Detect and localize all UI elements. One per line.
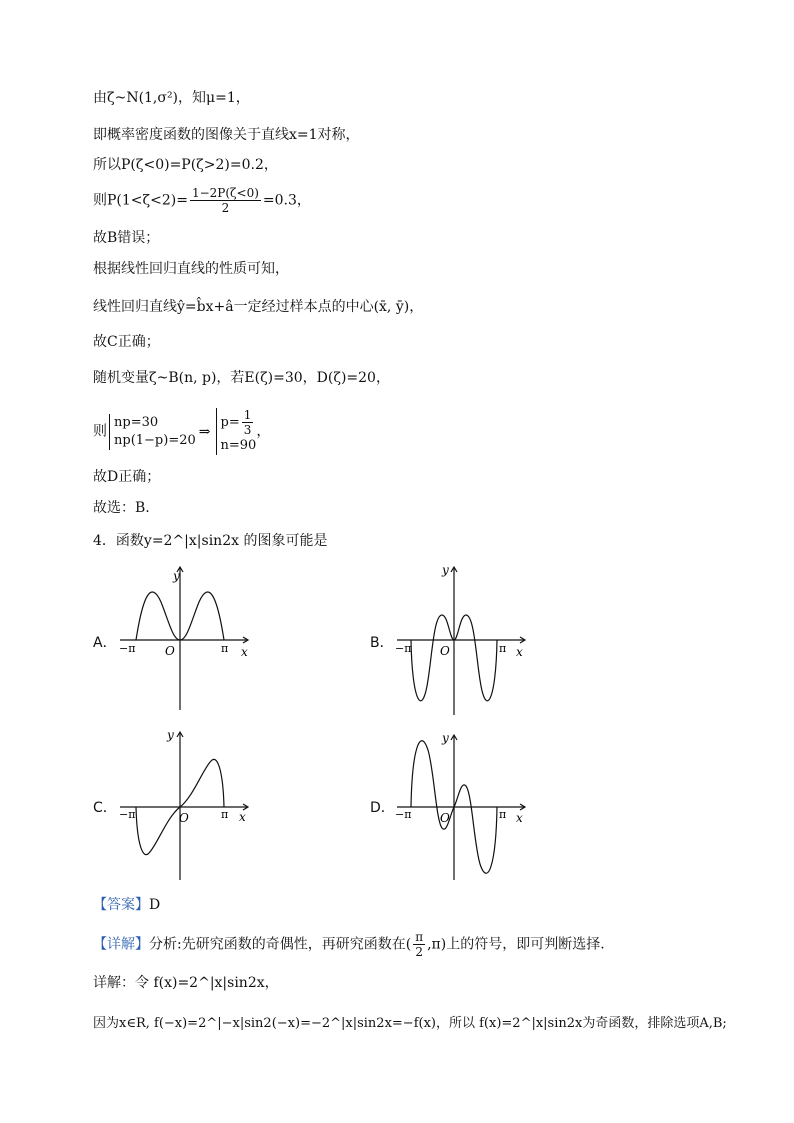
graph-option-b <box>392 560 532 720</box>
y-label: y <box>173 569 180 583</box>
line-9: 随机变量ζ~B(n, p)，若E(ζ)=30，D(ζ)=20， <box>93 370 390 386</box>
origin-label: O <box>440 811 450 825</box>
line-11: 故D正确； <box>93 469 161 485</box>
line-10: 则 np=30 np(1−p)=20 ⇒ p= $\frac{1}{3}$ n=90 ， <box>93 408 271 453</box>
line-1: 由ζ~N(1,σ²)，知μ=1， <box>93 90 250 106</box>
neg-pi-label: −π <box>119 808 136 821</box>
pi-label: π <box>221 642 229 655</box>
origin-label: O <box>165 644 175 658</box>
x-label: x <box>241 645 248 659</box>
solution-system: p= $\frac{1}{3}$ n=90 <box>216 408 257 455</box>
line-2: 即概率密度函数的图像关于直线x=1对称， <box>93 127 360 143</box>
graph-option-c <box>115 725 255 885</box>
pi-label: π <box>221 808 229 821</box>
graph-option-a <box>115 560 255 715</box>
detail-line: 【详解】分析:先研究函数的奇偶性，再研究函数在( $\frac{\pi}{2}$ ,π)上的符号，即可判断选择. <box>93 930 605 959</box>
graph-option-d <box>392 730 532 885</box>
pi-label: π <box>499 808 507 821</box>
x-label: x <box>516 645 523 659</box>
origin-label: O <box>179 811 189 825</box>
y-label: y <box>442 731 449 745</box>
line-8: 故C正确； <box>93 334 160 350</box>
pi-label: π <box>499 642 507 655</box>
option-b-label: B． <box>370 635 394 651</box>
x-label: x <box>239 810 246 824</box>
neg-pi-label: −π <box>395 642 412 655</box>
detail-line-2: 详解：令 f(x)=2^|x|sin2x， <box>93 975 279 991</box>
answer-value: D <box>149 897 161 913</box>
question-4: 4．函数y=2^|x|sin2x 的图象可能是 <box>93 533 328 549</box>
line-6: 根据线性回归直线的性质可知， <box>93 261 289 277</box>
line-3: 所以P(ζ<0)=P(ζ>2)=0.2， <box>93 157 278 173</box>
line-5: 故B错误； <box>93 230 160 246</box>
line-12: 故选：B. <box>93 500 150 516</box>
detail-line-3: 因为x∈R, f(−x)=2^|−x|sin2(−x)=−2^|x|sin2x=−f(x)，所以 f(x)=2^|x|sin2x为奇函数，排除选项A,B; <box>93 1016 727 1031</box>
x-label: x <box>516 811 523 825</box>
option-d-label: D． <box>370 800 395 816</box>
y-label: y <box>167 728 174 742</box>
option-a-label: A． <box>93 635 117 651</box>
option-c-label: C． <box>93 800 117 816</box>
neg-pi-label: −π <box>119 642 136 655</box>
y-label: y <box>442 563 449 577</box>
line-7: 线性回归直线ŷ=b̂x+â一定经过样本点的中心(x̄, ȳ)， <box>93 299 424 315</box>
origin-label: O <box>440 644 450 658</box>
detail-tag: 【详解】 <box>93 936 149 953</box>
answer-tag: 【答案】 <box>93 897 149 913</box>
equation-system: np=30 np(1−p)=20 <box>109 414 196 450</box>
neg-pi-label: −π <box>395 808 412 821</box>
line-4: 则P(1<ζ<2)= $\frac{1-2P(\zeta<0)}{2}$ =0.3， <box>93 186 311 215</box>
answer-line <box>93 895 160 915</box>
fraction: $\frac{1-2P(\zeta<0)}{2}$ <box>191 186 259 215</box>
